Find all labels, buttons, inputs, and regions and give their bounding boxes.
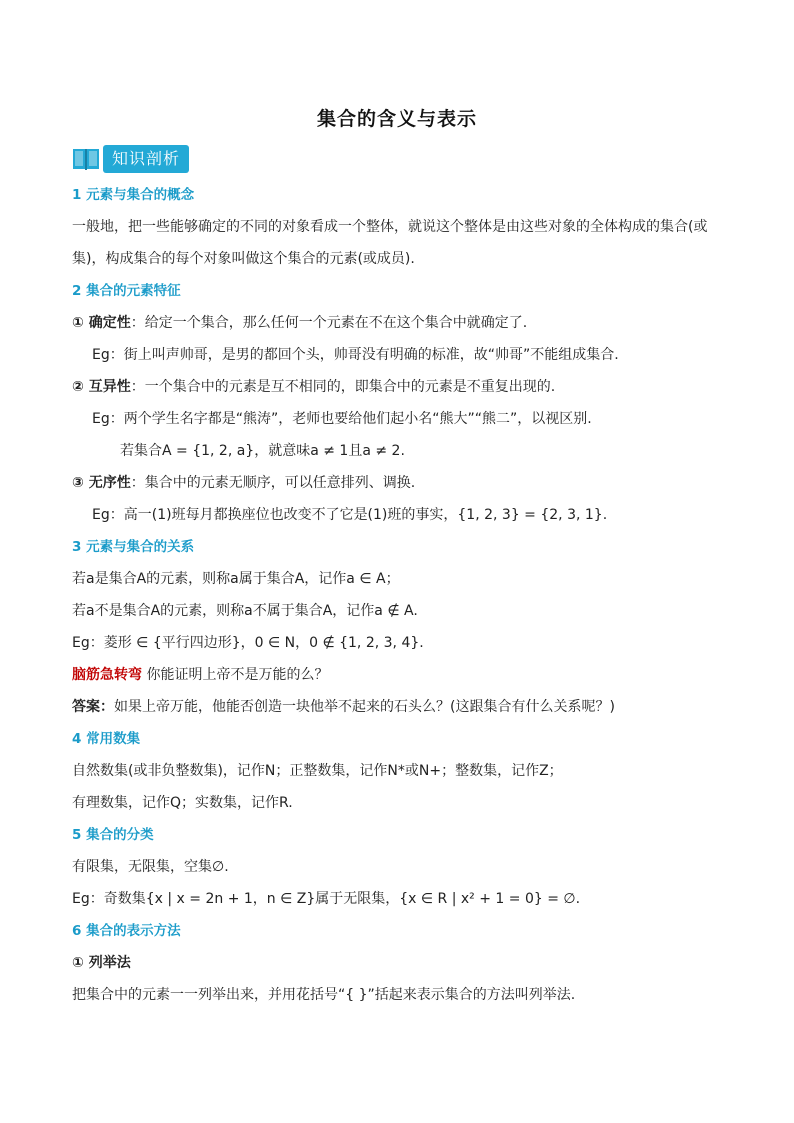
section-badge — [72, 144, 189, 174]
heading-6: 6 集合的表示方法 — [72, 923, 181, 939]
example-line: Eg：奇数集{x | x = 2n + 1，n ∈ Z}属于无限集，{x ∈ R | x² + 1 = 0} = ∅. — [72, 891, 581, 907]
heading-1: 1 元素与集合的概念 — [72, 187, 195, 203]
emphasis-text: ③ 无序性 — [72, 475, 131, 491]
example-line: Eg：菱形 ∈ {平行四边形}，0 ∈ N，0 ∉ {1, 2, 3, 4}. — [72, 635, 424, 651]
heading-4: 4 常用数集 — [72, 731, 141, 747]
subheading-enumeration: ① 列举法 — [72, 955, 131, 971]
feature-determinate: ① 确定性：给定一个集合，那么任何一个元素在不在这个集合中就确定了. — [72, 315, 528, 331]
heading-3: 3 元素与集合的关系 — [72, 539, 195, 555]
feature-unordered: ③ 无序性：集合中的元素无顺序，可以任意排列、调换. — [72, 475, 416, 491]
heading-5: 5 集合的分类 — [72, 827, 154, 843]
example-line: 若集合A = {1, 2, a}，就意味a ≠ 1且a ≠ 2. — [120, 443, 405, 459]
book-icon — [72, 146, 100, 172]
heading-2: 2 集合的元素特征 — [72, 283, 181, 299]
emphasis-text: ① 确定性 — [72, 315, 131, 331]
paragraph-line: 若a不是集合A的元素，则称a不属于集合A，记作a ∉ A. — [72, 603, 418, 619]
example-line: Eg：高一(1)班每月都换座位也改变不了它是(1)班的事实，{1, 2, 3} = {2, 3, 1}. — [92, 507, 608, 523]
paragraph-line: 一般地，把一些能够确定的不同的对象看成一个整体，就说这个整体是由这些对象的全体构成的集合(或 — [72, 219, 708, 235]
paragraph-line: 自然数集(或非负整数集)，记作N；正整数集，记作N*或N+；整数集，记作Z； — [72, 763, 563, 779]
answer-line: 答案：如果上帝万能，他能否创造一块他举不起来的石头么？(这跟集合有什么关系呢？) — [72, 699, 615, 715]
emphasis-text: 答案： — [72, 699, 114, 715]
brain-teaser-text: 脑筋急转弯 你能证明上帝不是万能的么？ — [72, 667, 329, 683]
emphasis-text: 脑筋急转弯 — [72, 667, 142, 683]
paragraph-line: 有限集，无限集，空集∅. — [72, 859, 229, 875]
feature-distinct: ② 互异性：一个集合中的元素是互不相同的，即集合中的元素是不重复出现的. — [72, 379, 556, 395]
badge-label: 知识剖析 — [103, 145, 189, 173]
brain-teaser — [72, 666, 328, 684]
paragraph-line: 若a是集合A的元素，则称a属于集合A，记作a ∈ A； — [72, 571, 400, 587]
emphasis-text: ② 互异性 — [72, 379, 131, 395]
paragraph-line: 把集合中的元素一一列举出来，并用花括号“{ }”括起来表示集合的方法叫列举法. — [72, 987, 576, 1003]
paragraph-line: 集)，构成集合的每个对象叫做这个集合的元素(或成员). — [72, 251, 415, 267]
paragraph-line: 有理数集，记作Q；实数集，记作R. — [72, 795, 293, 811]
page-title: 集合的含义与表示 — [316, 108, 477, 130]
example-line: Eg：街上叫声帅哥，是男的都回个头，帅哥没有明确的标准，故“帅哥”不能组成集合. — [92, 347, 619, 363]
example-line: Eg：两个学生名字都是“熊涛”，老师也要给他们起小名“熊大”“熊二”，以视区别. — [92, 411, 592, 427]
